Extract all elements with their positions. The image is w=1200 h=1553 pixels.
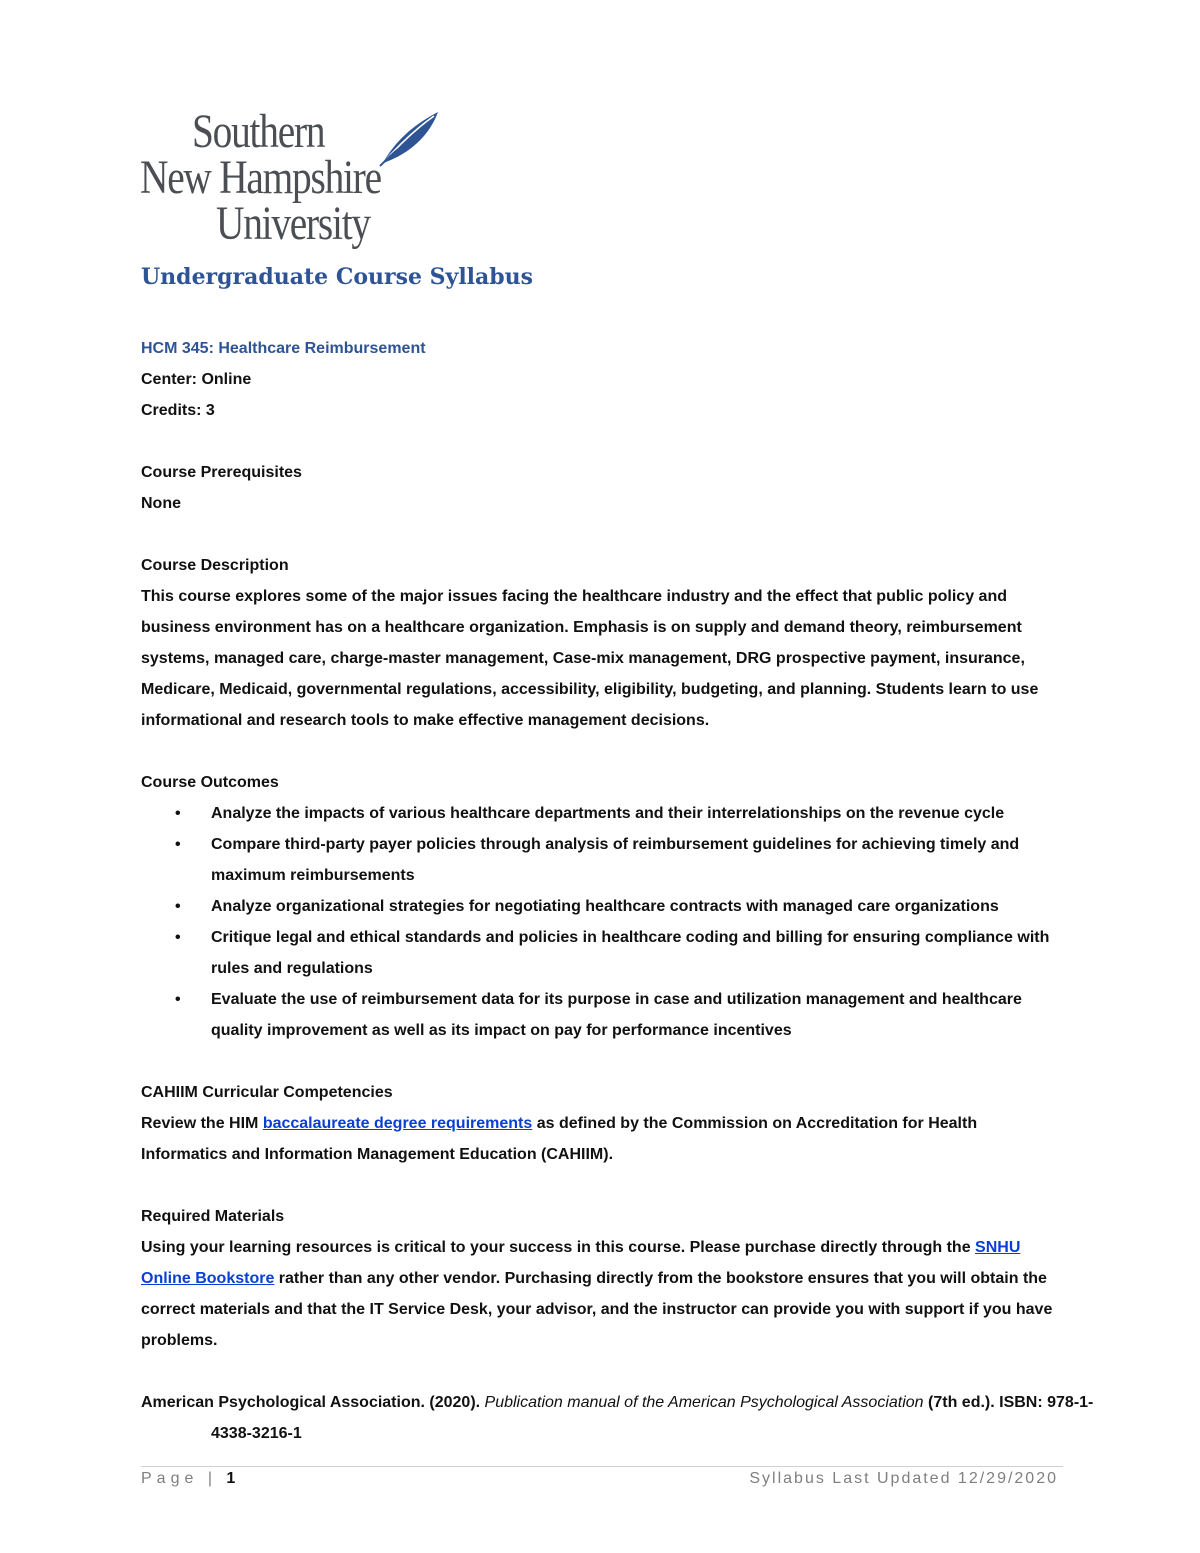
bullet-icon: •	[175, 991, 181, 1008]
leaf-icon	[378, 108, 440, 168]
reference-title: Publication manual of the American Psychological Association	[484, 1394, 924, 1411]
course-center: Center: Online	[141, 371, 252, 388]
prerequisites-text: None	[141, 495, 181, 512]
materials-heading: Required Materials	[141, 1208, 285, 1225]
outcome-text: Evaluate the use of reimbursement data for its purpose in case and utilization management and healthcare quality improvement as well as its impact on pay for performance incentives	[211, 991, 1022, 1039]
list-item	[141, 798, 1061, 829]
list-item	[141, 829, 1061, 891]
logo-line-1: Southern	[192, 105, 325, 158]
reference-entry	[141, 1387, 1111, 1449]
page-label: Page |	[141, 1470, 227, 1487]
bookstore-link[interactable]: SNHU Online Bookstore	[141, 1239, 1021, 1287]
cahiim-text-after: as defined by the Commission on Accreditation for Health Informatics and Information Management Education (CAHIIM).	[141, 1115, 978, 1163]
materials-text-before: Using your learning resources is critical to your success in this course. Please purchase directly through the	[141, 1239, 976, 1256]
university-logo	[140, 98, 440, 258]
materials-text-after: rather than any other vendor. Purchasing directly from the bookstore ensures that you will obtain the correct materials and that the IT Service Desk, your advisor, and the instructor can provide you with support if you have problems.	[141, 1270, 1053, 1349]
logo-line-3: University	[216, 197, 370, 250]
page-number-value: 1	[226, 1470, 236, 1487]
reference-edition-isbn: (7th ed.). ISBN: 978-1-4338-3216-1	[211, 1394, 1094, 1442]
logo-line-2: New Hampshire	[140, 151, 381, 204]
description-heading: Course Description	[141, 557, 289, 574]
course-credits: Credits: 3	[141, 402, 215, 419]
bullet-icon: •	[175, 805, 181, 822]
footer-divider	[141, 1466, 1063, 1467]
degree-requirements-link[interactable]: baccalaureate degree requirements	[262, 1115, 533, 1132]
outcome-text: Analyze the impacts of various healthcare departments and their interrelationships on the revenue cycle	[211, 805, 1005, 822]
bullet-icon: •	[175, 898, 181, 915]
bullet-icon: •	[175, 836, 181, 853]
list-item	[141, 891, 1061, 922]
cahiim-text-before: Review the HIM	[141, 1115, 263, 1132]
outcome-text: Critique legal and ethical standards and policies in healthcare coding and billing for ensuring compliance with rules and regulations	[211, 929, 1050, 977]
outcomes-heading: Course Outcomes	[141, 774, 279, 791]
cahiim-text	[141, 1108, 1061, 1170]
bullet-icon: •	[175, 929, 181, 946]
prerequisites-heading: Course Prerequisites	[141, 464, 302, 481]
outcomes-list	[141, 798, 1061, 1046]
last-updated: Syllabus Last Updated 12/29/2020	[749, 1470, 1058, 1487]
outcome-text: Analyze organizational strategies for negotiating healthcare contracts with managed care organizations	[211, 898, 999, 915]
list-item	[141, 922, 1061, 984]
page-title: Undergraduate Course Syllabus	[141, 264, 534, 290]
outcome-text: Compare third-party payer policies through analysis of reimbursement guidelines for achieving timely and maximum reimbursements	[211, 836, 1020, 884]
syllabus-content	[141, 333, 1094, 1449]
materials-text	[141, 1232, 1061, 1356]
cahiim-heading: CAHIIM Curricular Competencies	[141, 1084, 393, 1101]
description-text: This course explores some of the major issues facing the healthcare industry and the effect that public policy and business environment has on a healthcare organization. Emphasis is on supply and demand theory, reimbursement systems, managed care, charge-master management, Case-mix management, DRG prospective payment, insurance, Medicare, Medicaid, governmental regulations, accessibility, eligibility, budgeting, and planning. Students learn to use informational and research tools to make effective management decisions.	[141, 588, 1039, 729]
page-number	[141, 1470, 235, 1488]
course-code-title: HCM 345: Healthcare Reimbursement	[141, 340, 426, 357]
reference-author: American Psychological Association. (2020).	[141, 1394, 485, 1411]
list-item	[141, 984, 1061, 1046]
